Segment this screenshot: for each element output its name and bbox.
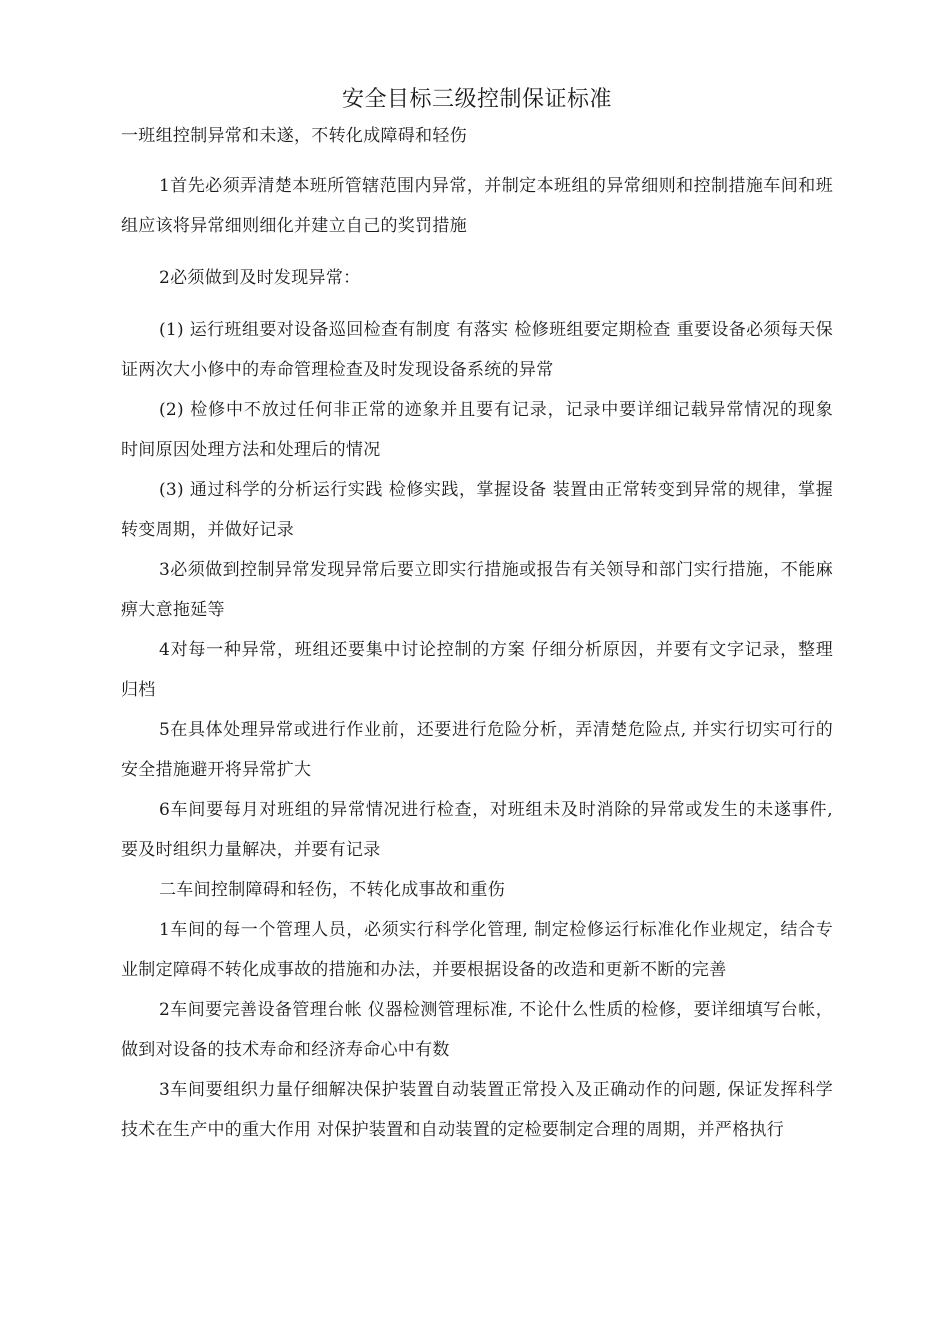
section-1-item-5: 5在具体处理异常或进行作业前，还要进行危险分析，弄清楚危险点, 并实行切实可行的安全措施避开将异常扩大	[121, 720, 833, 780]
section-1-heading: 一班组控制异常和未遂，不转化成障碍和轻伤	[121, 126, 467, 146]
document-title: 安全目标三级控制保证标准	[341, 87, 612, 112]
section-1-item-3: 3必须做到控制异常发现异常后要立即实行措施或报告有关领导和部门实行措施，不能麻痹大意拖延等	[121, 560, 833, 620]
section-2-item-1: 1车间的每一个管理人员，必须实行科学化管理, 制定检修运行标准化作业规定，结合专业制定障碍不转化成事故的措施和办法，并要根据设备的改造和更新不断的完善	[121, 920, 833, 980]
section-1-item-1: 1首先必须弄清楚本班所管辖范围内异常，并制定本班组的异常细则和控制措施车间和班组应该将异常细则细化并建立自己的奖罚措施	[121, 176, 833, 236]
section-1-item-6: 6车间要每月对班组的异常情况进行检查，对班组未及时消除的异常或发生的未遂事件, 要及时组织力量解决，并要有记录	[121, 800, 833, 860]
section-2-heading: 二车间控制障碍和轻伤，不转化成事故和重伤	[159, 880, 505, 900]
section-2-item-3: 3车间要组织力量仔细解决保护装置自动装置正常投入及正确动作的问题, 保证发挥科学技术在生产中的重大作用 对保护装置和自动装置的定检要制定合理的周期，并严格执行	[121, 1080, 833, 1140]
document-page	[121, 84, 833, 1150]
section-1-item-2: 2必须做到及时发现异常：	[159, 268, 361, 288]
section-1-item-2-sub-2: (2) 检修中不放过任何非正常的迹象并且要有记录，记录中要详细记载异常情况的现象 时间原因处理方法和处理后的情况	[121, 400, 833, 460]
section-2-item-2: 2车间要完善设备管理台帐 仪器检测管理标准, 不论什么性质的检修，要详细填写台帐，做到对设备的技术寿命和经济寿命心中有数	[121, 1000, 833, 1060]
section-1-item-2-sub-3: (3) 通过科学的分析运行实践 检修实践，掌握设备 装置由正常转变到异常的规律，掌握转变周期，并做好记录	[121, 480, 833, 540]
section-1-item-4: 4对每一种异常，班组还要集中讨论控制的方案 仔细分析原因，并要有文字记录，整理归档	[121, 640, 833, 700]
section-1-item-2-sub-1: (1) 运行班组要对设备巡回检查有制度 有落实 检修班组要定期检查 重要设备必须每天保证两次大小修中的寿命管理检查及时发现设备系统的异常	[121, 320, 833, 380]
